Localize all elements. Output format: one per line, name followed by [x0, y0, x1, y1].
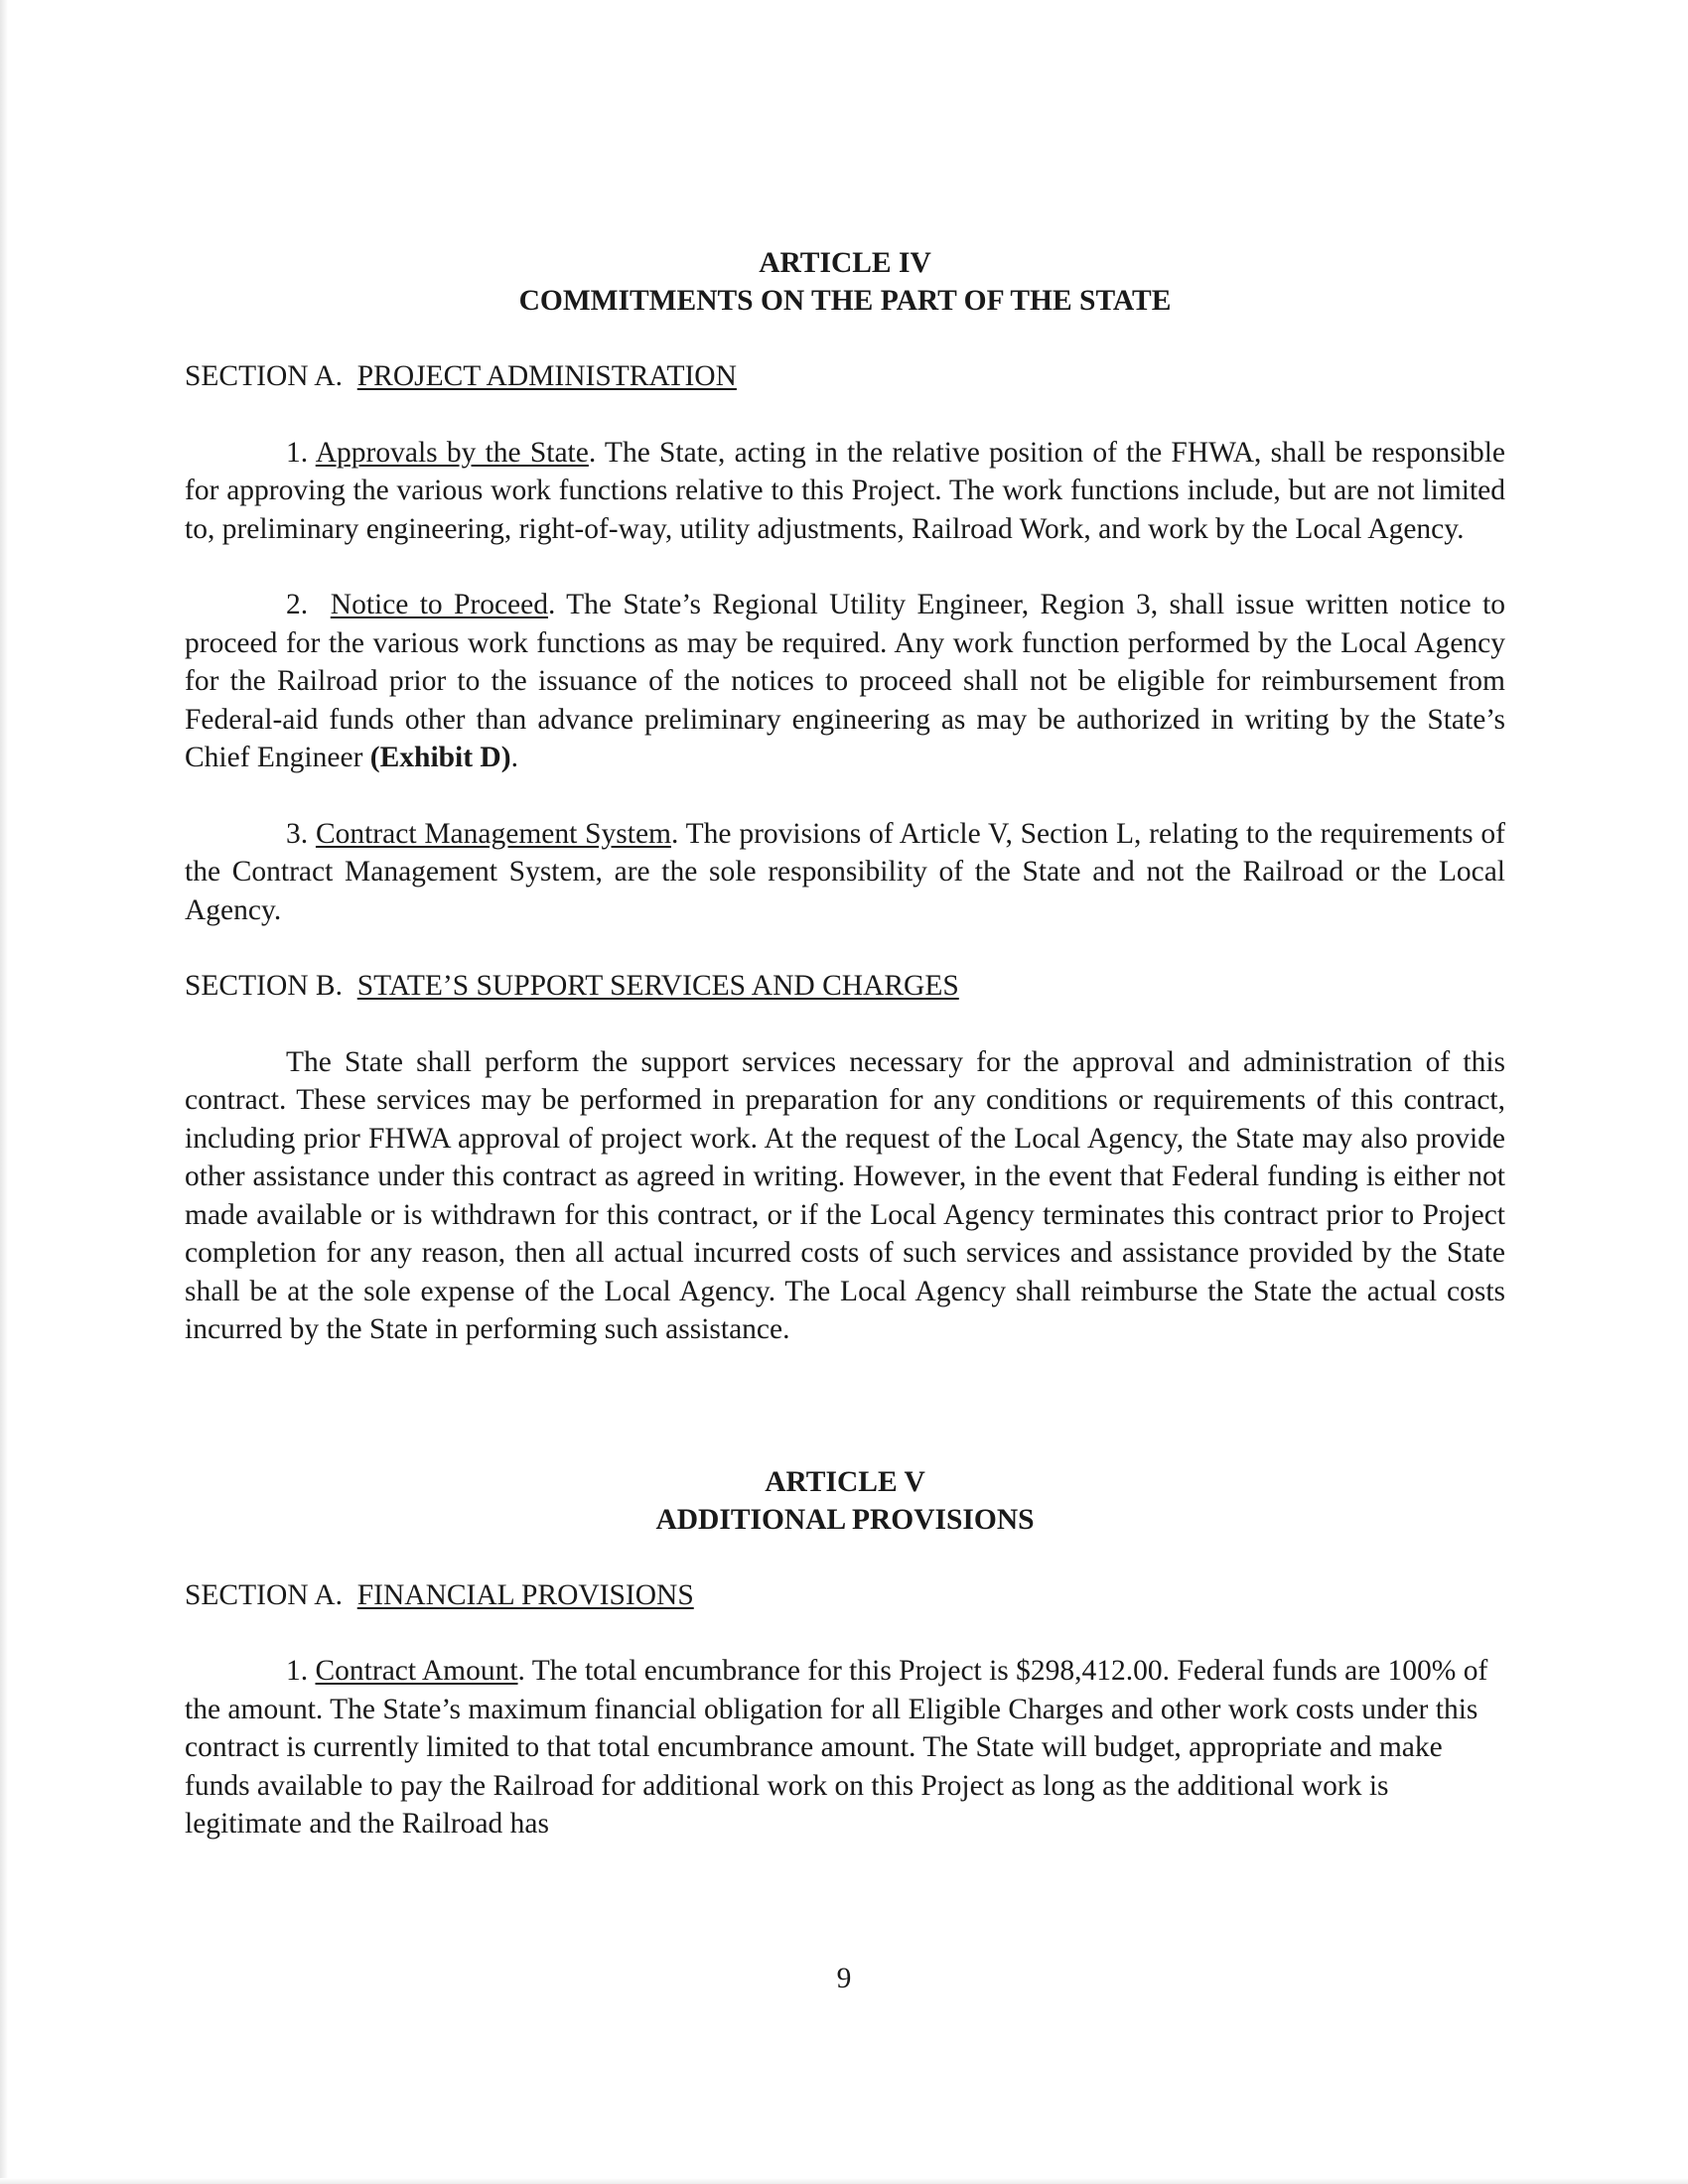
item-text: . The total encumbrance for this Project is $298,412.00. Federal funds are 100% of the amount. The State’s maximum financial obligation for all Eligible Charges and other work costs under this contract is currently limited to that total encumbrance amount. The State will budget, appropriate and make funds available to pay the Railroad for additional work on this Project as long as the additional work is legitimate and the Railroad has: [185, 1655, 1488, 1840]
section-title: PROJECT ADMINISTRATION: [356, 360, 737, 392]
item-tail: .: [510, 742, 518, 773]
article-v-title: ARTICLE V: [765, 1465, 925, 1498]
exhibit-reference: (Exhibit D): [369, 742, 511, 773]
article-iv-item-3: [185, 815, 1505, 930]
article-iv-item-2: [185, 586, 1505, 777]
item-title: Approvals by the State: [315, 436, 589, 469]
scan-edge-bottom: [0, 2178, 1688, 2184]
item-text: . The State’s Regional Utility Engineer, Region 3, shall issue written notice to proceed for the various work functions as may be required. Any work function performed by the Local Agency for the Railroad prior to the issuance of the notices to proceed shall not be eligible for reimbursement from Federal-aid funds other than advance preliminary engineering as may be authorized in writing by the State’s Chief Engineer: [185, 589, 1506, 773]
item-number: 2.: [286, 589, 309, 620]
item-number: 1.: [286, 1655, 309, 1687]
section-title: FINANCIAL PROVISIONS: [356, 1578, 694, 1611]
item-title: Contract Management System: [315, 817, 671, 850]
section-label: SECTION B.: [185, 970, 343, 1002]
section-label: SECTION A.: [185, 1578, 343, 1611]
article-iv-subtitle: COMMITMENTS ON THE PART OF THE STATE: [518, 285, 1172, 317]
section-title: STATE’S SUPPORT SERVICES AND CHARGES: [356, 970, 959, 1002]
item-number: 3.: [286, 817, 309, 850]
page-number: 9: [836, 1963, 852, 1994]
article-iv-section-b-text: The State shall perform the support services necessary for the approval and administration of this contract. These services may be performed in preparation for any conditions or requirements of this contract, including prior FHWA approval of project work. At the request of the Local Agency, the State may also provide other assistance under this contract as agreed in writing. However, in the event that Federal funding is either not made available or is withdrawn for this contract, or if the Local Agency terminates this contract prior to Project completion for any reason, then all actual incurred costs of such services and assistance provided by the State shall be at the sole expense of the Local Agency. The Local Agency shall reimburse the State the actual costs incurred by the State in performing such assistance.: [185, 1045, 1505, 1345]
item-title: Contract Amount: [315, 1655, 518, 1687]
article-iv-title: ARTICLE IV: [759, 247, 931, 279]
article-v-item-1: [185, 1652, 1505, 1843]
article-iv-section-a-heading: [185, 357, 1505, 396]
page-content: [185, 244, 1505, 1843]
article-iv-section-b-heading: [185, 967, 1505, 1006]
scan-edge-left: [0, 0, 8, 2184]
article-v-subtitle: ADDITIONAL PROVISIONS: [655, 1503, 1035, 1536]
article-v-section-a-heading: [185, 1576, 1505, 1615]
item-text: . The State, acting in the relative position of the FHWA, shall be responsible for approving the various work functions relative to this Project. The work functions include, but are not limited to, preliminary engineering, right-of-way, utility adjustments, Railroad Work, and work by the Local Agency.: [185, 436, 1505, 545]
item-text: . The provisions of Article V, Section L, relating to the requirements of the Contract Management System, are the sole responsibility of the State and not the Railroad or the Local Agency.: [185, 817, 1506, 926]
item-title: Notice to Proceed: [330, 589, 548, 620]
article-iv-item-1: [185, 434, 1505, 549]
item-number: 1.: [286, 436, 309, 469]
section-label: SECTION A.: [185, 360, 343, 392]
